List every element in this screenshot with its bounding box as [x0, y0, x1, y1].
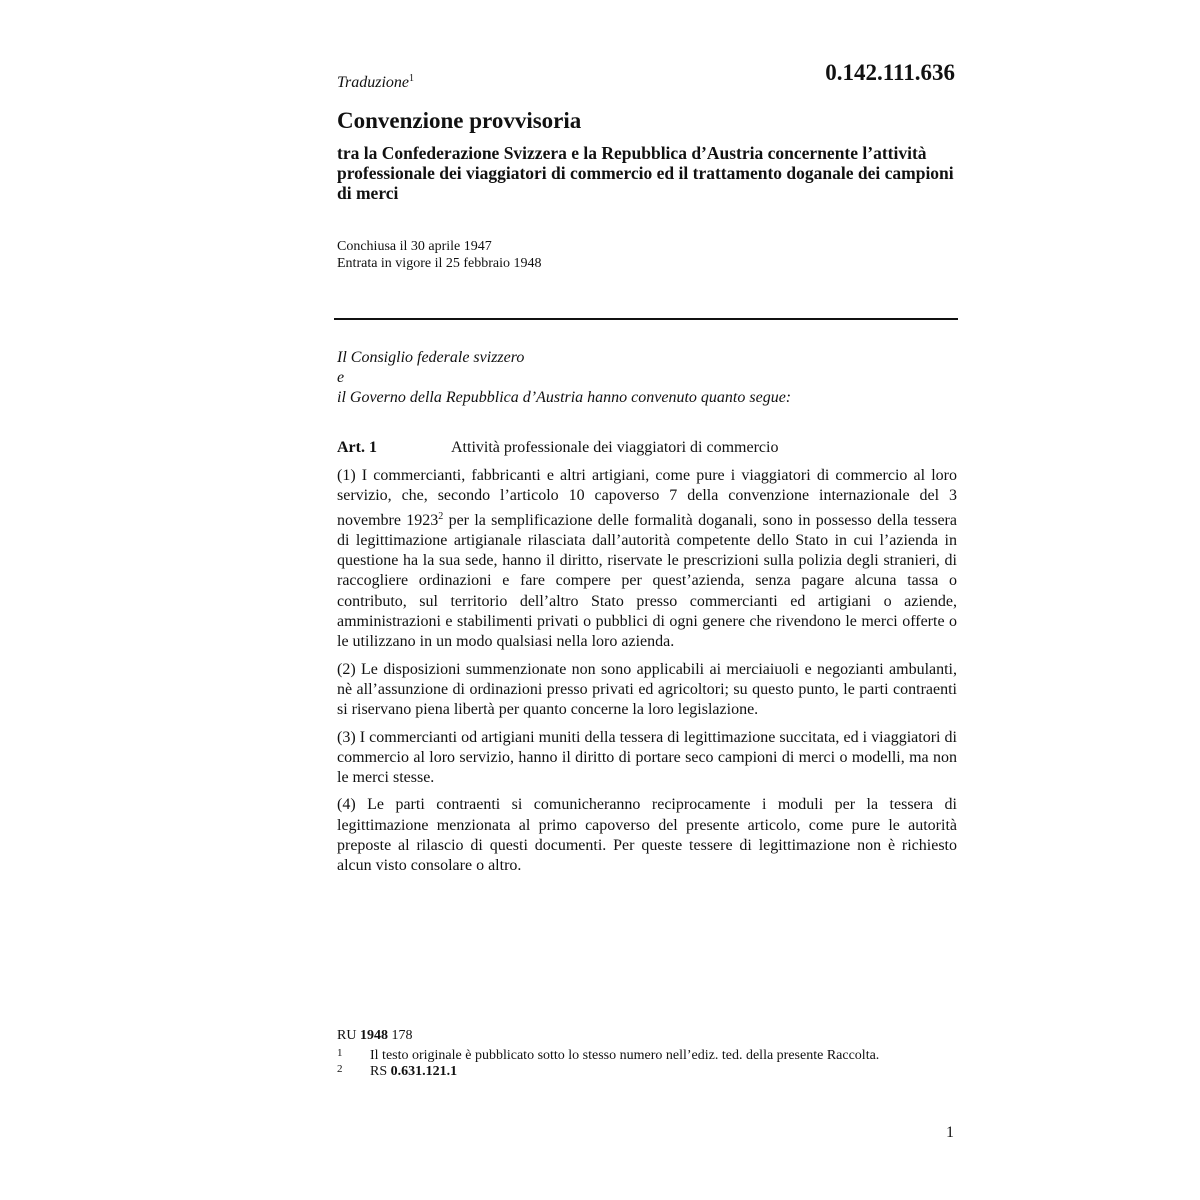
document-title: Convenzione provvisoria	[337, 108, 582, 133]
translation-label	[337, 73, 414, 92]
preamble-line-1: Il Consiglio federale svizzero	[337, 349, 525, 366]
footnote-ref-1[interactable]: 1	[409, 73, 415, 84]
paragraph-1-text-b: per la semplificazione delle formalità doganali, sono in possesso della tessera di legittimazione artigianale rilasciata dall’autorità competente dello Stato in cui l’azienda in questione ha la sua sede, hanno il diritto, riservate le prescrizioni sulla polizia degli stranieri, di raccogliere ordinazioni e fare compere per quest’azienda, senza pagare alcuna tassa o contributo, sul territorio dell’altro Stato presso commercianti ed artigiani o aziende, amministrazioni e stabilimenti privati o pubblici di ogni genere che rivendono le merci offerte o le utilizzano in un modo qualsiasi nella loro azienda.	[337, 511, 957, 651]
article-title: Attività professionale dei viaggiatori di commercio	[451, 439, 779, 456]
article-paragraph-3: (3) I commercianti od artigiani muniti della tessera di legittimazione succitata, ed i viaggiatori di commercio al loro servizio, hanno il diritto di portare seco campioni di merci o modelli, ma non le merci stesse.	[337, 728, 957, 787]
ru-reference	[337, 1028, 958, 1044]
preamble-line-2: e	[337, 369, 345, 386]
article-heading	[337, 438, 778, 458]
footnote-2-prefix: RS	[370, 1064, 388, 1079]
document-subtitle: tra la Confederazione Svizzera e la Repubblica d’Austria concernente l’attività professionale dei viaggiatori di commercio ed il trattamento doganale dei campioni di merci	[337, 143, 954, 203]
ru-page: 178	[391, 1028, 413, 1043]
footnote-1-text: Il testo originale è pubblicato sotto lo stesso numero nell’ediz. ted. della presente Raccolta.	[370, 1048, 880, 1063]
ru-prefix: RU	[337, 1028, 357, 1043]
footnote-2	[337, 1064, 958, 1080]
dates-block	[337, 238, 542, 272]
article-paragraph-4: (4) Le parti contraenti si comunicheranno reciprocamente i moduli per la tessera di legittimazione menzionata al primo capoverso del presente articolo, come pure le autorità preposte al rilascio di questi documenti. Per queste tessere di legittimazione non è richiesto alcun visto consolare o altro.	[337, 796, 957, 875]
article-paragraph-1	[337, 466, 957, 653]
paragraph-1-text-a: (1) I commercianti, fabbricanti e altri artigiani, come pure i viaggiatori di commercio al loro servizio, che, secondo l’articolo 10 capoverso 7 della convenzione internazionale del 3 novembre 1923	[337, 467, 957, 529]
footnote-1	[337, 1048, 958, 1064]
preamble	[337, 348, 791, 408]
footnote-ref-2[interactable]: 2	[438, 510, 444, 522]
footnotes-block	[337, 1028, 958, 1080]
article-number: Art. 1	[337, 439, 377, 456]
preamble-line-3: il Governo della Repubblica d’Austria hanno convenuto quanto segue:	[337, 389, 792, 406]
document-number: 0.142.111.636	[825, 60, 955, 85]
page-number: 1	[946, 1124, 954, 1141]
article-paragraph-2: (2) Le disposizioni summenzionate non sono applicabili ai merciaiuoli e negozianti ambulanti, nè all’assunzione di ordinazioni presso privati ed agricoltori; su questo punto, le parti contraenti si riservano piena libertà per quanto concerne la loro legislazione.	[337, 660, 957, 719]
concluded-date: Conchiusa il 30 aprile 1947	[337, 239, 492, 254]
translation-text: Traduzione	[337, 74, 410, 91]
divider-rule	[334, 318, 958, 320]
footnote-1-mark: 1	[337, 1047, 343, 1059]
article-body	[337, 466, 957, 884]
in-force-date: Entrata in vigore il 25 febbraio 1948	[337, 256, 542, 271]
footnote-2-link[interactable]: 0.631.121.1	[390, 1064, 458, 1079]
ru-year: 1948	[359, 1028, 388, 1043]
footnote-2-mark: 2	[337, 1063, 343, 1075]
document-page	[337, 0, 958, 1200]
